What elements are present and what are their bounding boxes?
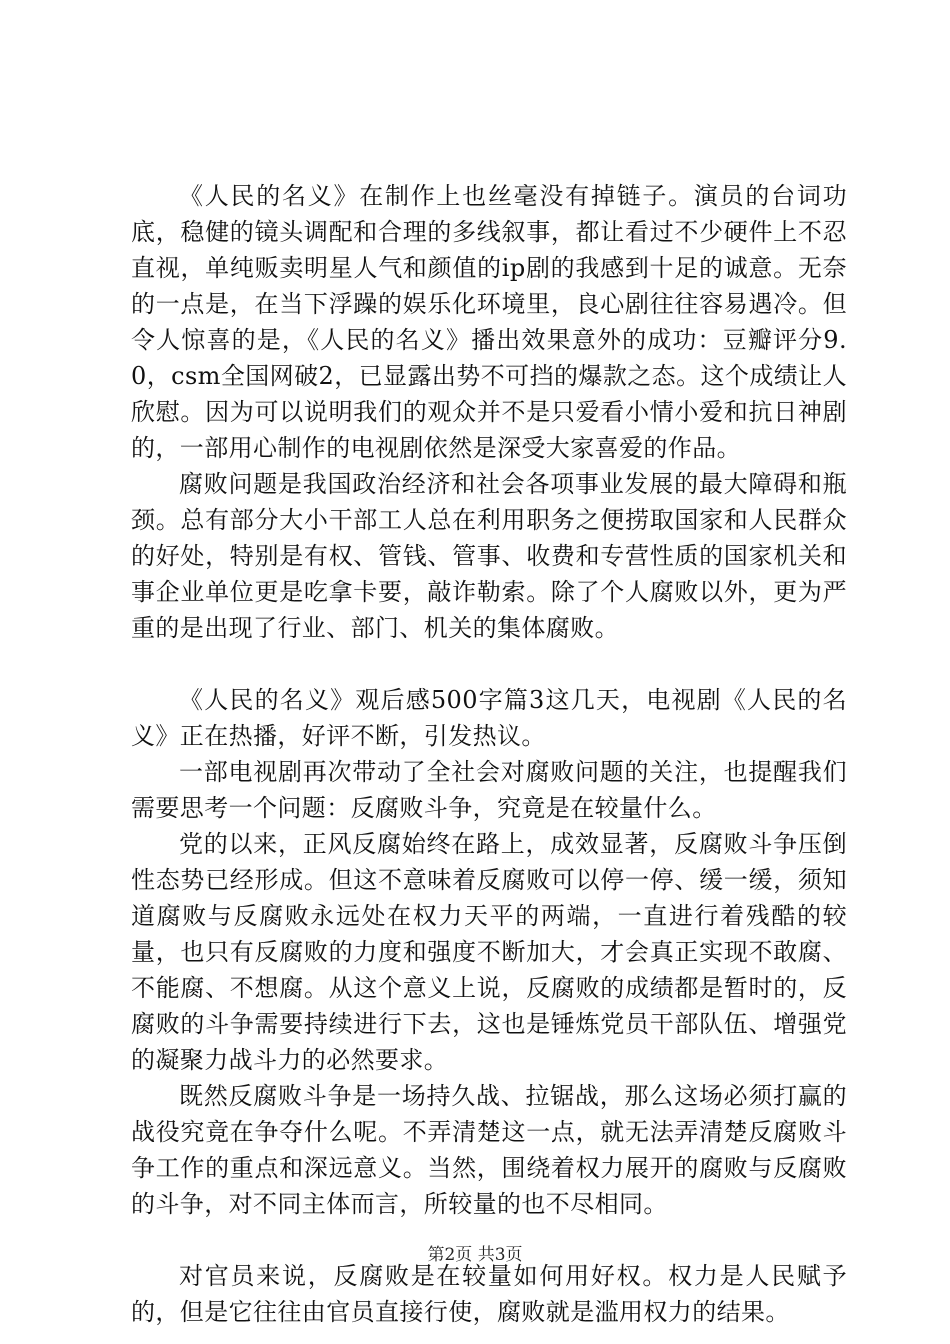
document-body — [131, 178, 847, 1330]
page-number-footer: 第2页 共3页 — [427, 1245, 523, 1265]
paragraph-2: 腐败问题是我国政治经济和社会各项事业发展的最大障碍和瓶颈。总有部分大小干部工人总在利用职务之便捞取国家和人民群众的好处，特别是有权、管钱、管事、收费和专营性质的国家机关和事企业单位更是吃拿卡要，敲诈勒索。除了个人腐败以外，更为严重的是出现了行业、部门、机关的集体腐败。 — [131, 470, 847, 642]
paragraph-7: 对官员来说，反腐败是在较量如何用好权。权力是人民赋予的，但是它往往由官员直接行使，腐败就是滥用权力的结果。 — [131, 1262, 847, 1326]
paragraph-4: 一部电视剧再次带动了全社会对腐败问题的关注，也提醒我们需要思考一个问题：反腐败斗争，究竟是在较量什么。 — [131, 758, 847, 822]
paragraph-5: 党的以来，正风反腐始终在路上，成效显著，反腐败斗争压倒性态势已经形成。但这不意味着反腐败可以停一停、缓一缓，须知道腐败与反腐败永远处在权力天平的两端，一直进行着残酷的较量，也只有反腐败的力度和强度不断加大，才会真正实现不敢腐、不能腐、不想腐。从这个意义上说，反腐败的成绩都是暂时的，反腐败的斗争需要持续进行下去，这也是锤炼党员干部队伍、增强党的凝聚力战斗力的必然要求。 — [131, 830, 847, 1074]
paragraph-6: 既然反腐败斗争是一场持久战、拉锯战，那么这场必须打赢的战役究竟在争夺什么呢。不弄清楚这一点，就无法弄清楚反腐败斗争工作的重点和深远意义。当然，围绕着权力展开的腐败与反腐败的斗争，对不同主体而言，所较量的也不尽相同。 — [131, 1082, 847, 1218]
paragraph-1: 《人民的名义》在制作上也丝毫没有掉链子。演员的台词功底，稳健的镜头调配和合理的多线叙事，都让看过不少硬件上不忍直视，单纯贩卖明星人气和颜值的ip剧的我感到十足的诚意。无奈的一点是，在当下浮躁的娱乐化环境里，良心剧往往容易遇冷。但令人惊喜的是，《人民的名义》播出效果意外的成功：豆瓣评分9.0，csm全国网破2，已显露出势不可挡的爆款之态。这个成绩让人欣慰。因为可以说明我们的观众并不是只爱看小情小爱和抗日神剧的，一部用心制作的电视剧依然是深受大家喜爱的作品。 — [131, 182, 847, 462]
paragraph-3: 《人民的名义》观后感500字篇3这几天，电视剧《人民的名义》正在热播，好评不断，引发热议。 — [131, 686, 847, 750]
